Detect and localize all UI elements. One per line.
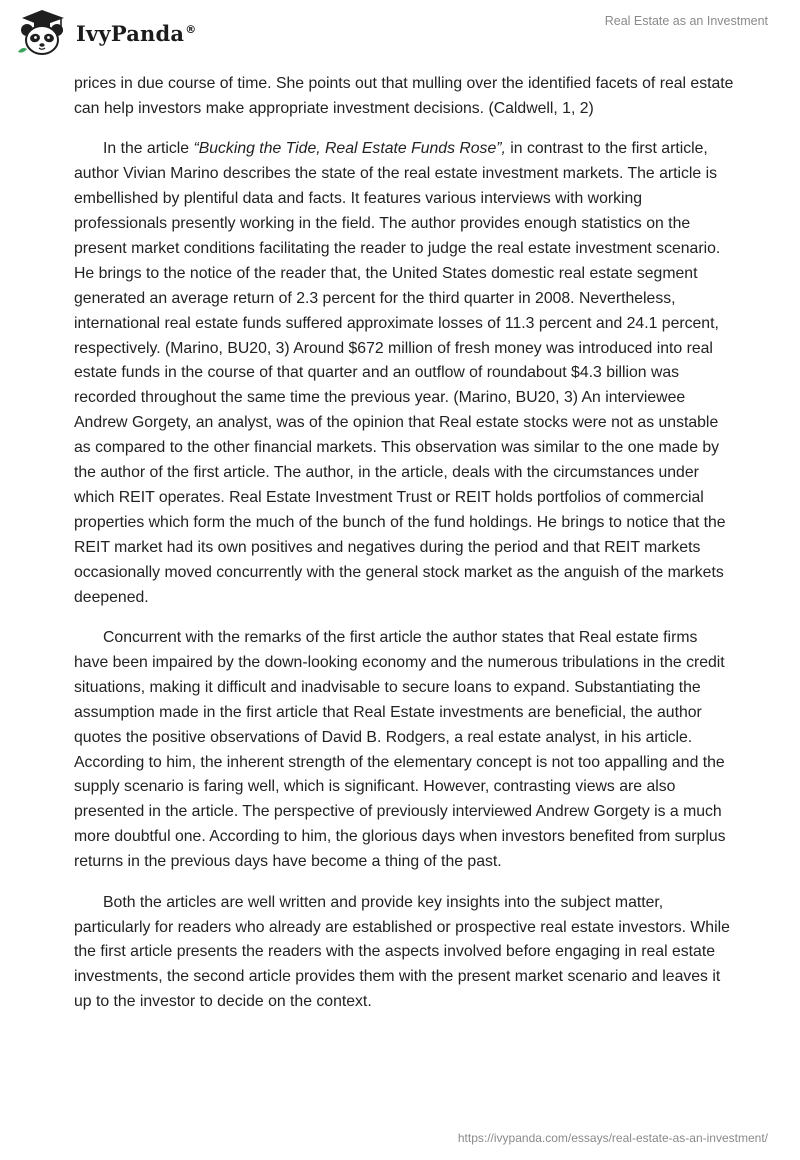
paragraph-continuation: prices in due course of time. She points out that mulling over the identified facets of real estate can help investors make appropriate investment decisions. (Caldwell, 1, 2) [74, 75, 734, 117]
panda-graduation-cap-icon [14, 8, 70, 58]
paragraph-concurrent-remarks: Concurrent with the remarks of the first article the author states that Real estate firms have been impaired by the down-looking economy and the numerous tribulations in the credit situations, making it difficult and inadvisable to secure loans to expand. Substantiating the assumption made in the first article that Real Estate investments are beneficial, the author quotes the positive observations of David B. Rodgers, a real estate analyst, in his article. According to him, the inherent strength of the elementary concept is not too appalling and the supply scenario is faring well, which is significant. However, contrasting views are also presented in the article. The perspective of previously interviewed Andrew Gorgety is a much more doubtful one. According to him, the glorious days when investors benefited from surplus returns in the previous days have become a thing of the past. [74, 629, 726, 871]
paragraph-lead-text: In the article [103, 140, 194, 158]
source-url[interactable]: https://ivypanda.com/essays/real-estate-as-an-investment/ [457, 1131, 768, 1145]
document-title: Real Estate as an Investment [604, 14, 768, 28]
page-header [0, 0, 800, 70]
article-title-citation: “Bucking the Tide, Real Estate Funds Rose”, [193, 140, 506, 158]
registered-mark: ® [185, 22, 197, 36]
paragraph-conclusion: Both the articles are well written and provide key insights into the subject matter, particularly for readers who already are established or prospective real estate investors. While the first article presents the readers with the aspects involved before engaging in real estate investments, the second article provides them with the present market scenario and leaves it up to the investor to decide on the context. [74, 893, 730, 1011]
paragraph-body-text: in contrast to the first article, author Vivian Marino describes the state of the real estate investment markets. The article is embellished by plentiful data and facts. It features various interviews with working professionals presently working in the field. The author provides enough statistics on the present market conditions facilitating the reader to judge the real estate investment scenario. He brings to the notice of the reader that, the United States domestic real estate segment generated an average return of 2.3 percent for the third quarter in 2008. Nevertheless, international real estate funds suffered approximate losses of 11.3 percent and 24.1 percent, respectively. (Marino, BU20, 3) Around $672 million of fresh money was introduced into real estate funds in the course of that quarter and an outflow of roundabout $4.3 billion was recorded throughout the same time the previous year. (Marino, BU20, 3) An interviewee Andrew Gorgety, an analyst, was of the opinion that Real estate stocks were not as unstable as compared to the other financial markets. This observation was similar to the one made by the author of the first article. The author, in the article, deals with the circumstances under which REIT operates. Real Estate Investment Trust or REIT holds portfolios of commercial properties which form the much of the bunch of the fund holdings. He brings to notice that the REIT market had its own positives and negatives during the period and that REIT markets occasionally moved concurrently with the general stock market as the anguish of the markets deepened. [74, 140, 726, 606]
essay-body [74, 72, 734, 1031]
paragraph-marino-article [74, 137, 734, 610]
brand-name: IvyPanda® [76, 20, 197, 46]
brand-logo[interactable] [14, 8, 196, 58]
